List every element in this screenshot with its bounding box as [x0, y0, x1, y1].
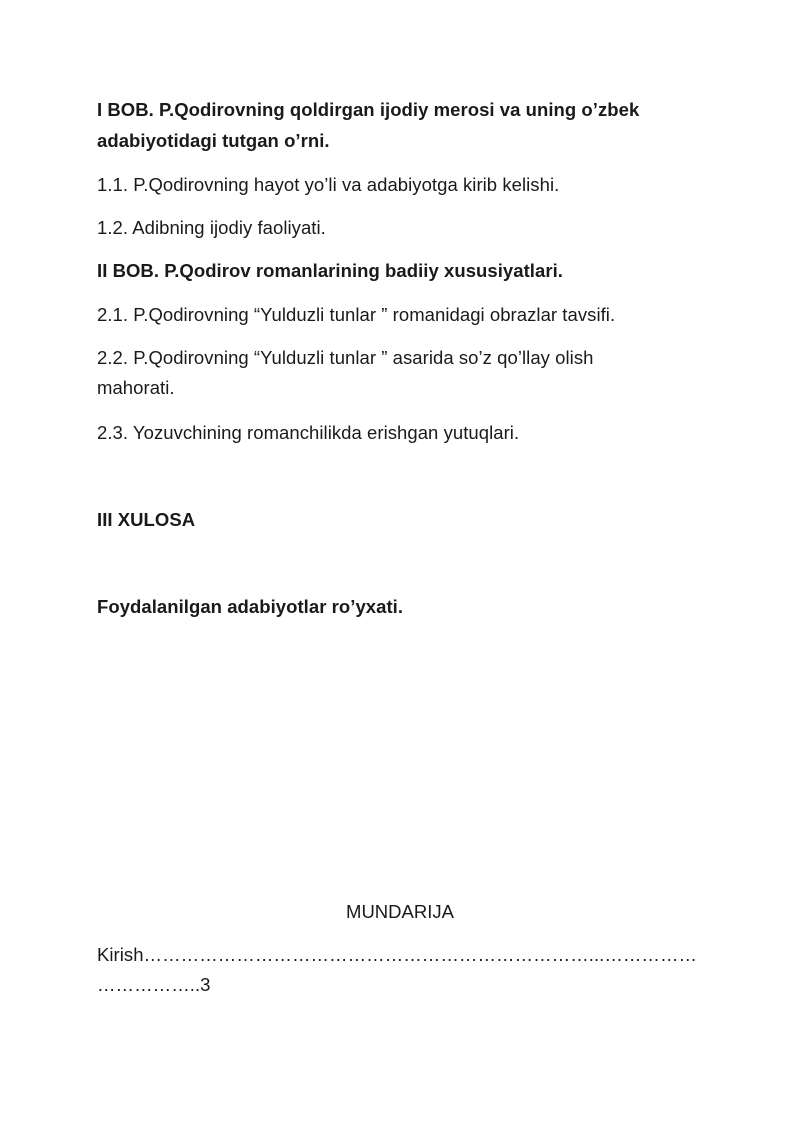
chapter2-title: II BOB. P.Qodirov romanlarining badiiy xususiyatlari. [97, 260, 563, 281]
chapter3-title: III XULOSA [97, 509, 196, 530]
contents-entry-line1: Kirish………………………………………………………………...…………… [97, 944, 698, 965]
section-2-1: 2.1. P.Qodirovning “Yulduzli tunlar ” romanidagi obrazlar tavsifi. [97, 304, 616, 325]
references-title: Foydalanilgan adabiyotlar ro’yxati. [97, 596, 404, 617]
section-1-2: 1.2. Adibning ijodiy faoliyati. [97, 217, 326, 238]
chapter1-title-line1: I BOB. P.Qodirovning qoldirgan ijodiy merosi va uning o’zbek [97, 99, 640, 120]
section-2-2-line1: 2.2. P.Qodirovning “Yulduzli tunlar ” asarida so’z qo’llay olish [97, 347, 594, 368]
section-2-2-line2: mahorati. [97, 377, 175, 398]
chapter1-title-line2: adabiyotidagi tutgan o’rni. [97, 130, 330, 151]
contents-entry-line2: ……………..3 [97, 974, 211, 995]
section-1-1: 1.1. P.Qodirovning hayot yo’li va adabiyotga kirib kelishi. [97, 174, 560, 195]
section-2-3: 2.3. Yozuvchining romanchilikda erishgan yutuqlari. [97, 422, 520, 443]
contents-heading: MUNDARIJA [346, 901, 454, 922]
